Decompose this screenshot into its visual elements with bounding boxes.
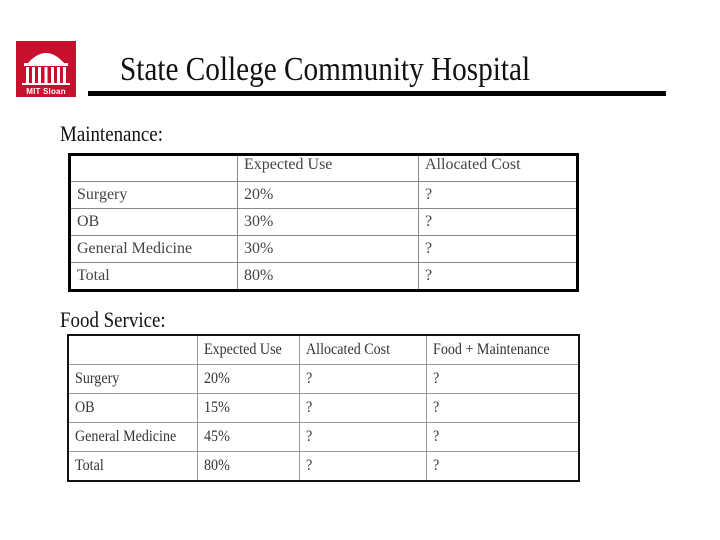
header-cell xyxy=(68,335,197,365)
table-cell: ? xyxy=(299,423,426,452)
row-label: General Medicine xyxy=(70,236,238,263)
header-cell: Allocated Cost xyxy=(299,335,426,365)
table-cell: 30% xyxy=(238,209,419,236)
table-row xyxy=(70,263,578,291)
table-row xyxy=(70,182,578,209)
table-cell: 15% xyxy=(197,394,299,423)
table-cell: 80% xyxy=(238,263,419,291)
table-cell: ? xyxy=(426,452,579,482)
table-cell: ? xyxy=(426,394,579,423)
table-row xyxy=(68,394,579,423)
logo-text: MIT Sloan xyxy=(26,87,66,96)
row-label: OB xyxy=(70,209,238,236)
table-row xyxy=(68,452,579,482)
table-cell: 20% xyxy=(238,182,419,209)
table-cell: 30% xyxy=(238,236,419,263)
table-row xyxy=(68,423,579,452)
table-cell: ? xyxy=(419,236,578,263)
table-cell: ? xyxy=(299,452,426,482)
row-label: OB xyxy=(68,394,197,423)
table-cell: ? xyxy=(299,365,426,394)
header-cell: Allocated Cost xyxy=(419,155,578,182)
row-label: Total xyxy=(68,452,197,482)
maintenance-label: Maintenance: xyxy=(60,121,163,146)
table-cell: ? xyxy=(299,394,426,423)
table-cell: ? xyxy=(419,263,578,291)
header-cell xyxy=(70,155,238,182)
title-underline xyxy=(88,91,666,96)
table-cell: 45% xyxy=(197,423,299,452)
maintenance-table xyxy=(68,153,579,292)
mit-sloan-logo xyxy=(16,41,76,97)
table-header-row xyxy=(68,335,579,365)
row-label: Total xyxy=(70,263,238,291)
row-label: General Medicine xyxy=(68,423,197,452)
table-row xyxy=(68,365,579,394)
table-header-row xyxy=(70,155,578,182)
table-cell: ? xyxy=(426,423,579,452)
header-cell: Expected Use xyxy=(197,335,299,365)
table-cell: ? xyxy=(426,365,579,394)
table-cell: 80% xyxy=(197,452,299,482)
table-row xyxy=(70,236,578,263)
table-cell: ? xyxy=(419,182,578,209)
header-cell: Expected Use xyxy=(238,155,419,182)
food-service-label: Food Service: xyxy=(60,307,166,332)
table-cell: 20% xyxy=(197,365,299,394)
row-label: Surgery xyxy=(70,182,238,209)
header-cell: Food + Maintenance xyxy=(426,335,579,365)
row-label: Surgery xyxy=(68,365,197,394)
table-row xyxy=(70,209,578,236)
food-service-table xyxy=(67,334,580,482)
slide-title: State College Community Hospital xyxy=(120,51,531,88)
table-cell: ? xyxy=(419,209,578,236)
